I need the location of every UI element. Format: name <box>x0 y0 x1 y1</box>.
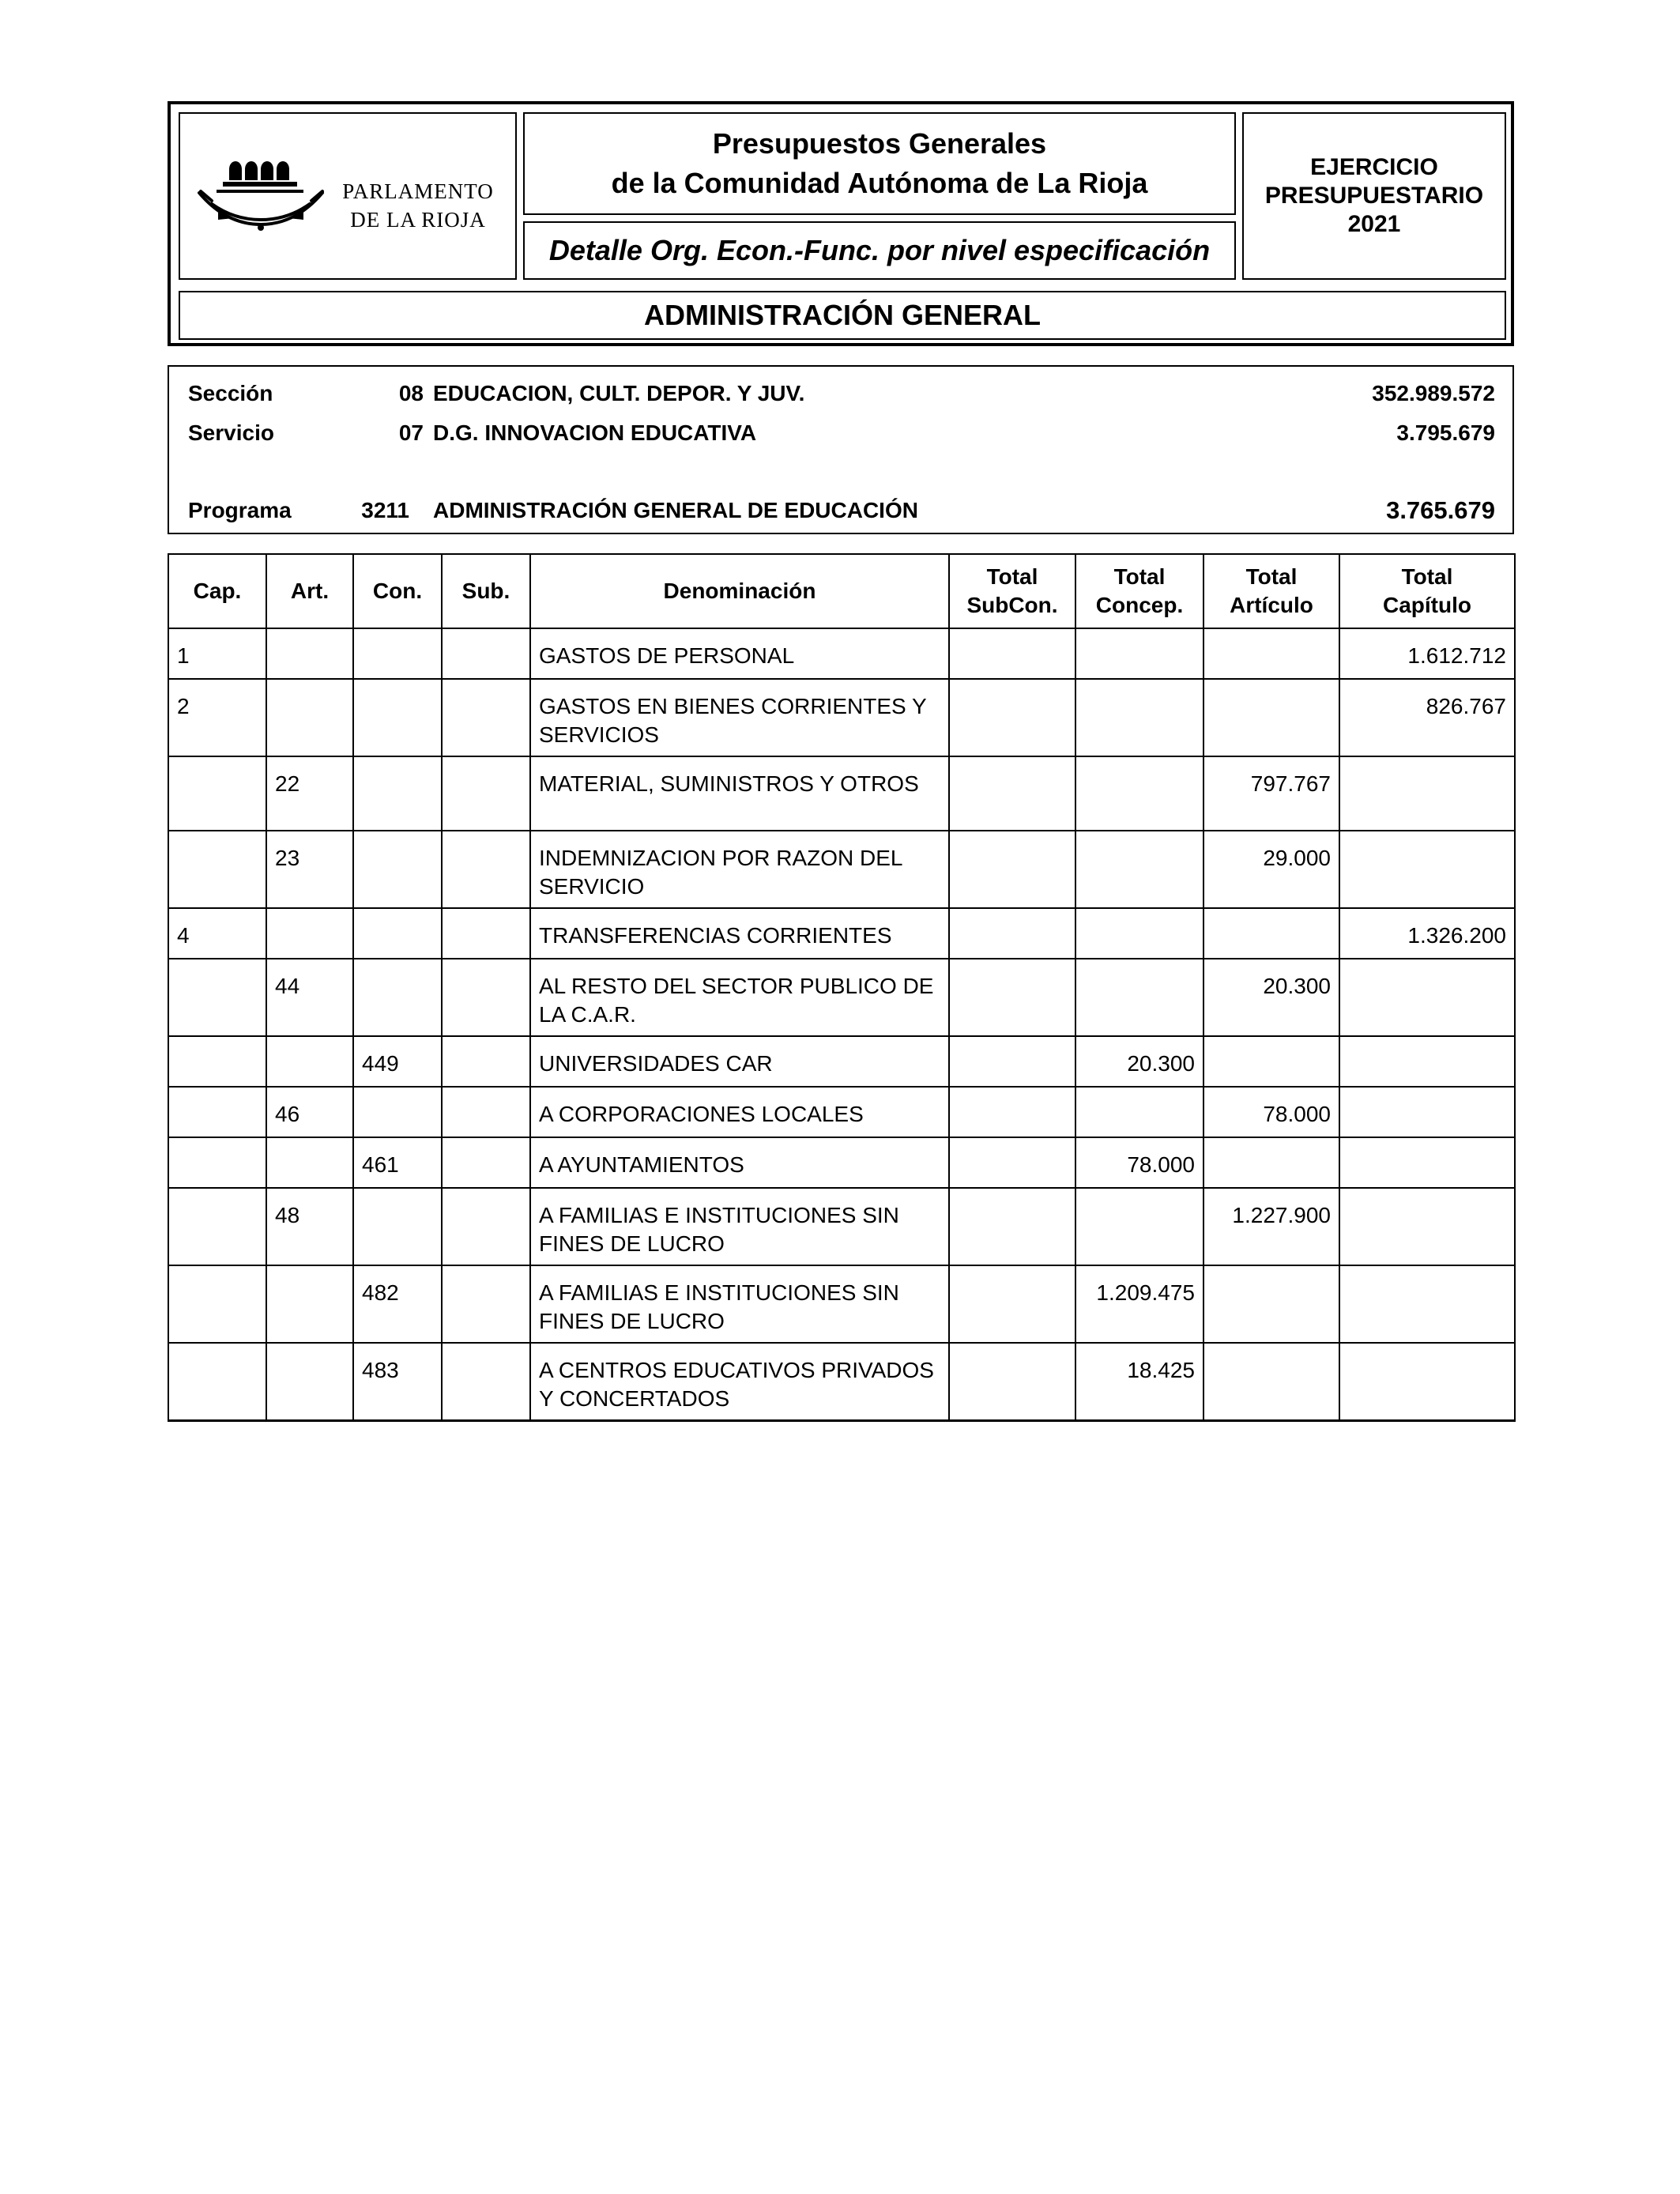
cell-total-articulo <box>1203 908 1339 959</box>
seccion-row <box>169 381 1512 413</box>
cell-total-articulo <box>1203 1265 1339 1343</box>
organization-info <box>168 365 1514 534</box>
cell-total-concep: 20.300 <box>1075 1036 1203 1087</box>
cell-con: 483 <box>353 1343 442 1421</box>
cell-total-capitulo <box>1339 1265 1515 1343</box>
cell-denominacion: GASTOS DE PERSONAL <box>530 628 949 679</box>
cell-sub <box>442 679 530 756</box>
cell-total-capitulo: 1.612.712 <box>1339 628 1515 679</box>
cell-art: 44 <box>266 959 353 1036</box>
cell-total-articulo <box>1203 679 1339 756</box>
header-denominacion: Denominación <box>530 554 949 628</box>
cell-con <box>353 959 442 1036</box>
cell-denominacion: A FAMILIAS E INSTITUCIONES SIN FINES DE LUCRO <box>530 1265 949 1343</box>
table-row <box>168 1087 1515 1137</box>
header-total-subcon <box>949 554 1075 628</box>
header-total-capitulo-line2: Capítulo <box>1383 593 1471 617</box>
header-total-capitulo-line1: Total <box>1401 564 1453 589</box>
cell-total-concep <box>1075 628 1203 679</box>
cell-total-capitulo: 826.767 <box>1339 679 1515 756</box>
table-header-row <box>168 554 1515 628</box>
cell-total-articulo: 797.767 <box>1203 756 1339 831</box>
cell-total-concep: 18.425 <box>1075 1343 1203 1421</box>
parlamento-emblem-icon <box>194 145 329 240</box>
cell-cap <box>168 1343 266 1421</box>
table-row <box>168 756 1515 831</box>
table-row <box>168 1265 1515 1343</box>
cell-total-subcon <box>949 831 1075 908</box>
cell-total-articulo: 20.300 <box>1203 959 1339 1036</box>
cell-total-subcon <box>949 1265 1075 1343</box>
cell-total-capitulo <box>1339 1087 1515 1137</box>
parlamento-logo-text <box>327 177 509 234</box>
cell-sub <box>442 628 530 679</box>
cell-denominacion: GASTOS EN BIENES CORRIENTES Y SERVICIOS <box>530 679 949 756</box>
header-total-articulo-line1: Total <box>1245 564 1298 589</box>
cell-cap: 1 <box>168 628 266 679</box>
header-total-subcon-line1: Total <box>986 564 1038 589</box>
table-row <box>168 628 1515 679</box>
cell-art <box>266 1343 353 1421</box>
table-row <box>168 679 1515 756</box>
cell-art: 46 <box>266 1087 353 1137</box>
cell-con <box>353 679 442 756</box>
cell-total-capitulo <box>1339 959 1515 1036</box>
cell-sub <box>442 1188 530 1265</box>
header-total-concep-line2: Concep. <box>1095 593 1184 617</box>
cell-total-capitulo <box>1339 1188 1515 1265</box>
logo-box <box>179 112 517 280</box>
budget-year: 2021 <box>1347 211 1401 237</box>
cell-con <box>353 908 442 959</box>
cell-sub <box>442 1265 530 1343</box>
programa-label: Programa <box>188 498 292 522</box>
cell-denominacion: TRANSFERENCIAS CORRIENTES <box>530 908 949 959</box>
cell-art <box>266 1036 353 1087</box>
header-total-subcon-line2: SubCon. <box>966 593 1058 617</box>
cell-total-articulo: 78.000 <box>1203 1087 1339 1137</box>
table-row <box>168 1188 1515 1265</box>
cell-sub <box>442 1036 530 1087</box>
cell-total-subcon <box>949 679 1075 756</box>
cell-denominacion: MATERIAL, SUMINISTROS Y OTROS <box>530 756 949 831</box>
cell-art <box>266 1265 353 1343</box>
cell-total-capitulo <box>1339 831 1515 908</box>
cell-total-concep <box>1075 1087 1203 1137</box>
cell-sub <box>442 959 530 1036</box>
presupuestario-label: PRESUPUESTARIO <box>1264 183 1484 209</box>
servicio-row <box>169 420 1512 452</box>
header-con: Con. <box>353 554 442 628</box>
cell-total-concep: 78.000 <box>1075 1137 1203 1188</box>
cell-denominacion: A CORPORACIONES LOCALES <box>530 1087 949 1137</box>
cell-total-subcon <box>949 1036 1075 1087</box>
cell-cap <box>168 1188 266 1265</box>
seccion-amount: 352.989.572 <box>1372 381 1495 405</box>
cell-cap <box>168 959 266 1036</box>
cell-art <box>266 1137 353 1188</box>
servicio-amount: 3.795.679 <box>1396 420 1495 445</box>
cell-denominacion: A FAMILIAS E INSTITUCIONES SIN FINES DE LUCRO <box>530 1188 949 1265</box>
cell-total-concep <box>1075 756 1203 831</box>
cell-total-subcon <box>949 959 1075 1036</box>
cell-total-capitulo <box>1339 1137 1515 1188</box>
cell-total-articulo <box>1203 1036 1339 1087</box>
header-total-articulo <box>1203 554 1339 628</box>
logo-line-1: PARLAMENTO <box>342 179 494 203</box>
cell-art: 48 <box>266 1188 353 1265</box>
cell-total-articulo <box>1203 628 1339 679</box>
cell-cap <box>168 1036 266 1087</box>
ejercicio-label: EJERCICIO <box>1310 154 1438 180</box>
cell-total-subcon <box>949 1137 1075 1188</box>
table-row <box>168 959 1515 1036</box>
cell-art <box>266 908 353 959</box>
cell-sub <box>442 1137 530 1188</box>
header-art: Art. <box>266 554 353 628</box>
cell-denominacion: A CENTROS EDUCATIVOS PRIVADOS Y CONCERTADOS <box>530 1343 949 1421</box>
seccion-code: 08 <box>398 381 424 405</box>
cell-sub <box>442 908 530 959</box>
programa-amount: 3.765.679 <box>1386 496 1495 524</box>
header-total-concep <box>1075 554 1203 628</box>
logo-line-2: DE LA RIOJA <box>350 208 486 232</box>
cell-con <box>353 1087 442 1137</box>
servicio-desc: D.G. INNOVACION EDUCATIVA <box>433 420 757 445</box>
section-title: ADMINISTRACIÓN GENERAL <box>644 299 1041 331</box>
cell-total-subcon <box>949 908 1075 959</box>
cell-art <box>266 628 353 679</box>
title-box <box>523 112 1236 215</box>
cell-cap <box>168 1265 266 1343</box>
cell-total-subcon <box>949 628 1075 679</box>
cell-total-subcon <box>949 1343 1075 1421</box>
cell-cap: 2 <box>168 679 266 756</box>
programa-code: 3211 <box>361 498 409 522</box>
table-row <box>168 908 1515 959</box>
header-cap: Cap. <box>168 554 266 628</box>
cell-denominacion: INDEMNIZACION POR RAZON DEL SERVICIO <box>530 831 949 908</box>
cell-art: 23 <box>266 831 353 908</box>
cell-art: 22 <box>266 756 353 831</box>
document-header <box>168 101 1514 346</box>
subtitle-box <box>523 221 1236 280</box>
servicio-label: Servicio <box>188 420 274 445</box>
seccion-desc: EDUCACION, CULT. DEPOR. Y JUV. <box>433 381 805 405</box>
cell-total-articulo <box>1203 1343 1339 1421</box>
cell-con <box>353 831 442 908</box>
cell-sub <box>442 1343 530 1421</box>
table-row <box>168 1343 1515 1421</box>
cell-total-articulo: 29.000 <box>1203 831 1339 908</box>
cell-denominacion: AL RESTO DEL SECTOR PUBLICO DE LA C.A.R. <box>530 959 949 1036</box>
cell-total-capitulo: 1.326.200 <box>1339 908 1515 959</box>
cell-total-subcon <box>949 1087 1075 1137</box>
table-row <box>168 1036 1515 1087</box>
cell-cap <box>168 1137 266 1188</box>
header-total-articulo-line2: Artículo <box>1230 593 1313 617</box>
cell-cap <box>168 831 266 908</box>
cell-total-capitulo <box>1339 1036 1515 1087</box>
subtitle: Detalle Org. Econ.-Func. por nivel especificación <box>548 234 1211 266</box>
title-line-1: Presupuestos Generales <box>712 127 1047 160</box>
table-row <box>168 831 1515 908</box>
cell-denominacion: A AYUNTAMIENTOS <box>530 1137 949 1188</box>
budget-table <box>168 553 1516 1422</box>
cell-cap: 4 <box>168 908 266 959</box>
cell-total-concep <box>1075 959 1203 1036</box>
section-title-box <box>179 291 1506 340</box>
header-total-capitulo <box>1339 554 1515 628</box>
header-total-concep-line1: Total <box>1113 564 1166 589</box>
seccion-label: Sección <box>188 381 273 405</box>
table-row <box>168 1137 1515 1188</box>
cell-total-capitulo <box>1339 1343 1515 1421</box>
cell-cap <box>168 1087 266 1137</box>
cell-art <box>266 679 353 756</box>
cell-total-concep: 1.209.475 <box>1075 1265 1203 1343</box>
header-sub: Sub. <box>442 554 530 628</box>
cell-total-concep <box>1075 908 1203 959</box>
cell-denominacion: UNIVERSIDADES CAR <box>530 1036 949 1087</box>
cell-con: 461 <box>353 1137 442 1188</box>
cell-sub <box>442 1087 530 1137</box>
cell-total-subcon <box>949 756 1075 831</box>
servicio-code: 07 <box>398 420 424 445</box>
cell-sub <box>442 831 530 908</box>
programa-desc: ADMINISTRACIÓN GENERAL DE EDUCACIÓN <box>433 498 918 522</box>
cell-con <box>353 1188 442 1265</box>
ejercicio-box <box>1242 112 1506 280</box>
cell-total-concep <box>1075 679 1203 756</box>
cell-sub <box>442 756 530 831</box>
cell-total-concep <box>1075 831 1203 908</box>
cell-total-capitulo <box>1339 756 1515 831</box>
cell-con: 482 <box>353 1265 442 1343</box>
cell-total-articulo: 1.227.900 <box>1203 1188 1339 1265</box>
cell-cap <box>168 756 266 831</box>
cell-con: 449 <box>353 1036 442 1087</box>
cell-con <box>353 628 442 679</box>
title-line-2: de la Comunidad Autónoma de La Rioja <box>611 167 1148 199</box>
cell-con <box>353 756 442 831</box>
cell-total-articulo <box>1203 1137 1339 1188</box>
programa-row <box>169 498 1512 530</box>
cell-total-concep <box>1075 1188 1203 1265</box>
cell-total-subcon <box>949 1188 1075 1265</box>
